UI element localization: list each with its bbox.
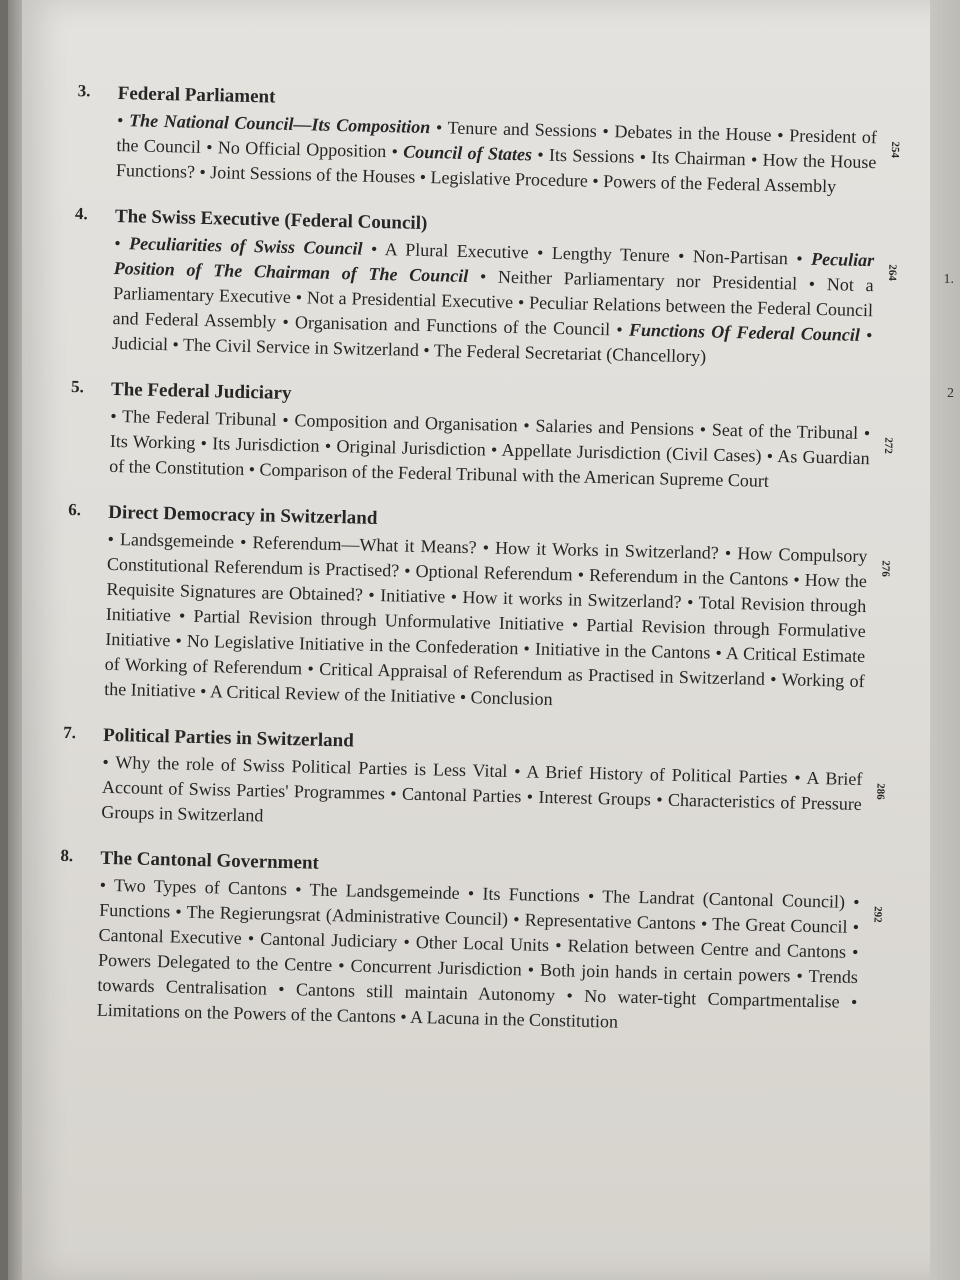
section-page-number: 254 [888,141,901,159]
section-page-number: 292 [870,906,884,923]
topic-text: • The Federal Tribunal • Composition and Organisation • Salaries and Pensions • Seat of the Tribunal • Its Working • Its Jurisdiction • Original Jurisdiction • Appellate Jurisdiction (Civil Cases) • As Guardian of the Constitution • Comparison of the Federal Tribunal with the American Supreme Court [109,405,871,491]
topic-text: • Tenure and Sessions • Debates in the House • President of the Council • No Official Opposition • [116,117,878,162]
section-number: 6. [68,499,82,520]
toc-section [63,722,887,842]
section-topics [97,873,860,1040]
section-page-number: 286 [873,783,887,800]
section-title: Political Parties in Switzerland [102,724,355,752]
topic-emphasis: Peculiarities of Swiss Council [128,233,363,259]
section-topics [101,750,863,842]
section-number: 5. [70,377,85,397]
table-of-contents [60,81,901,1062]
section-title: The Swiss Executive (Federal Council) [114,205,428,235]
topic-text: • Judicial • The Civil Service in Switzerland • The Federal Secretariat (Chancellory) [111,324,873,367]
topic-emphasis: Functions Of Federal Council [628,319,861,345]
section-title: Federal Parliament [117,82,276,108]
margin-mark-1: 1. [943,272,954,287]
toc-section [60,845,884,1040]
topic-text: • Landsgemeinde • Referendum—What it Means? • How it Works in Switzerland? • How Compulsory Constitutional Referendum is Practised? • Optional Referendum • Referendum in the Cantons • How the Requisite Signatures are Obtained? • Initiative • How it works in Switzerland? • Total Revision through Initiative • Partial Revision through Unformulative Initiative • Partial Revision through Formulative Initiative • No Legislative Initiative in the Confederation • Initiative in the Cantons • A Critical Estimate of Working of Referendum • Critical Appraisal of Referendum as Practised in Switzerland • Working of the Initiative • A Critical Review of the Initiative • Conclusion [104,528,868,710]
section-number: 8. [60,845,74,866]
topic-emphasis: Peculiar Position of The Chairman of The Council [113,248,875,286]
section-page-number: 272 [881,437,894,454]
topic-text: • A Plural Executive • Lengthy Tenure • Non-Partisan • [362,238,812,269]
next-page-edge [930,0,960,1280]
topic-emphasis: Council of States [403,141,533,165]
toc-section [74,204,898,373]
section-topics [116,108,878,200]
section-topics [104,527,868,719]
topic-emphasis: The National Council—Its Composition [128,110,431,138]
topic-text: • Neither Parliamentary nor Presidential • Not a Parliamentary Executive • Not a Presidential Executive • Peculiar Relations between the Federal Council and Federal Assembly • Organisation and Functions of the Council • [112,265,874,340]
book-page [22,0,960,1280]
topic-text: • Why the role of Swiss Political Parties is Less Vital • A Brief History of Political Parties • A Brief Account of Swiss Parties' Programmes • Cantonal Parties • Interest Groups • Characteristics of Pressure Groups in Switzerland [101,751,863,826]
section-title: The Cantonal Government [100,847,320,874]
section-title: The Federal Judiciary [110,378,292,405]
section-number: 7. [63,722,77,743]
margin-mark-2: 2 [947,386,954,401]
topic-text: • [116,109,130,131]
section-number: 4. [74,204,88,224]
topic-text: • [114,232,130,254]
topic-text: • Two Types of Cantons • The Landsgemeinde • Its Functions • The Landrat (Cantonal Council) • Functions • The Regierungsrat (Administrative Council) • Representative Cantons • The Great Council • Cantonal Executive • Cantonal Judiciary • Other Local Units • Relation between Centre and Cantons • Powers Delegated to the Centre • Concurrent Jurisdiction • Both join hands in certain powers • Trends towards Centralisation • Cantons still maintain Autonomy • No water-tight Compartmentalise • Limitations on the Powers of the Cantons • A Lacuna in the Constitution [96,874,860,1032]
toc-section [70,377,894,496]
toc-section [77,81,901,200]
section-topics [112,231,875,373]
section-title: Direct Democracy in Switzerland [107,501,378,529]
topic-text: • Its Sessions • Its Chairman • How the House Functions? • Joint Sessions of the Houses • Legislative Procedure • Powers of the Federal Assembly [115,144,877,197]
section-number: 3. [77,81,91,101]
section-topics [109,404,871,496]
toc-section [68,499,892,719]
section-page-number: 276 [878,560,892,577]
section-page-number: 264 [885,264,898,281]
